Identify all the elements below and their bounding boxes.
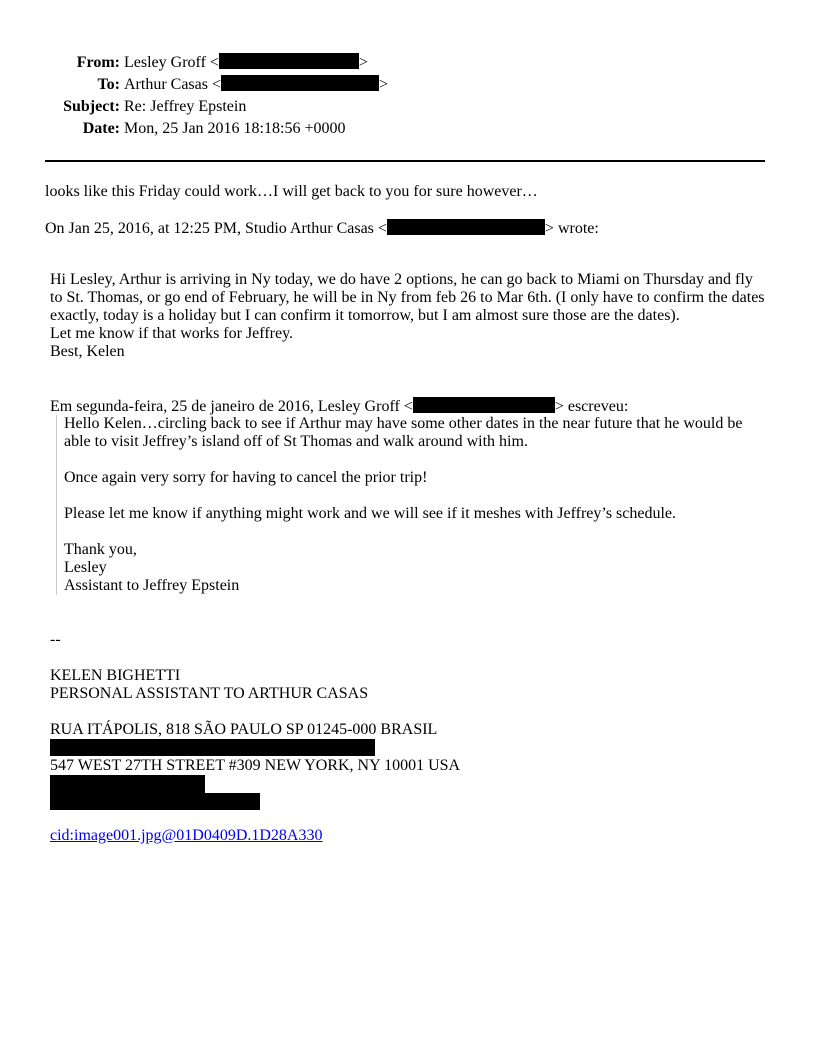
- quoted-line: able to visit Jeffrey’s island off of St Thomas and walk around with him.: [64, 433, 528, 450]
- quoted-signoff: Thank you,: [64, 541, 137, 558]
- kelen-message-line: exactly, today is a holiday but I can confirm it tomorrow, but I am almost sure those are the dates).: [50, 307, 680, 324]
- quoted-line: Hello Kelen…circling back to see if Arthur may have some other dates in the near future that he would be: [64, 415, 743, 432]
- image-link-text[interactable]: cid:image001.jpg@01D0409D.1D28A330: [50, 827, 323, 844]
- redaction-box: [50, 793, 260, 810]
- subject-value: Re: Jeffrey Epstein: [124, 98, 247, 115]
- from-label: From:: [76, 54, 120, 71]
- signature-name: KELEN BIGHETTI: [50, 667, 181, 684]
- quote-bar: [56, 415, 57, 595]
- signature-title: PERSONAL ASSISTANT TO ARTHUR CASAS: [50, 685, 369, 702]
- attribution-line: On Jan 25, 2016, at 12:25 PM, Studio Arthur Casas < > wrote:: [45, 220, 599, 237]
- quoted-signoff: Assistant to Jeffrey Epstein: [64, 577, 240, 594]
- to-label: To:: [97, 76, 120, 93]
- signature-address-brazil: RUA ITÁPOLIS, 818 SÃO PAULO SP 01245-000 BRASIL: [50, 721, 438, 738]
- redaction-box: [221, 75, 379, 91]
- redaction-box: [50, 739, 375, 756]
- redaction-box: [219, 53, 359, 69]
- quoted-line: Once again very sorry for having to cancel the prior trip!: [64, 469, 428, 486]
- kelen-message-line: Hi Lesley, Arthur is arriving in Ny today, we do have 2 options, he can go back to Miami on Thursday and fly: [50, 271, 753, 288]
- pt-attribution-line: Em segunda-feira, 25 de janeiro de 2016, Lesley Groff < > escreveu:: [50, 398, 629, 415]
- to-value: Arthur Casas < >: [124, 76, 389, 93]
- quoted-signoff: Lesley: [64, 559, 107, 576]
- kelen-message-line: Best, Kelen: [50, 343, 125, 360]
- redaction-box: [387, 219, 545, 235]
- date-label: Date:: [82, 120, 120, 137]
- redaction-box: [50, 775, 205, 793]
- reply-text: looks like this Friday could work…I will get back to you for sure however…: [45, 183, 538, 200]
- redaction-box: [413, 397, 555, 413]
- kelen-message-line: to St. Thomas, or go end of February, he will be in Ny from feb 26 to Mar 6th. (I only have to confirm the dates: [50, 289, 765, 306]
- quoted-line: Please let me know if anything might work and we will see if it meshes with Jeffrey’s schedule.: [64, 505, 677, 522]
- signature-address-usa: 547 WEST 27TH STREET #309 NEW YORK, NY 10001 USA: [50, 757, 461, 774]
- kelen-message-line: Let me know if that works for Jeffrey.: [50, 325, 294, 342]
- image-link[interactable]: [50, 827, 322, 845]
- signature-separator: --: [50, 631, 61, 648]
- subject-label: Subject:: [63, 98, 120, 115]
- date-value: Mon, 25 Jan 2016 18:18:56 +0000: [124, 120, 346, 137]
- header-divider: [45, 160, 765, 162]
- from-value: Lesley Groff < >: [124, 54, 368, 71]
